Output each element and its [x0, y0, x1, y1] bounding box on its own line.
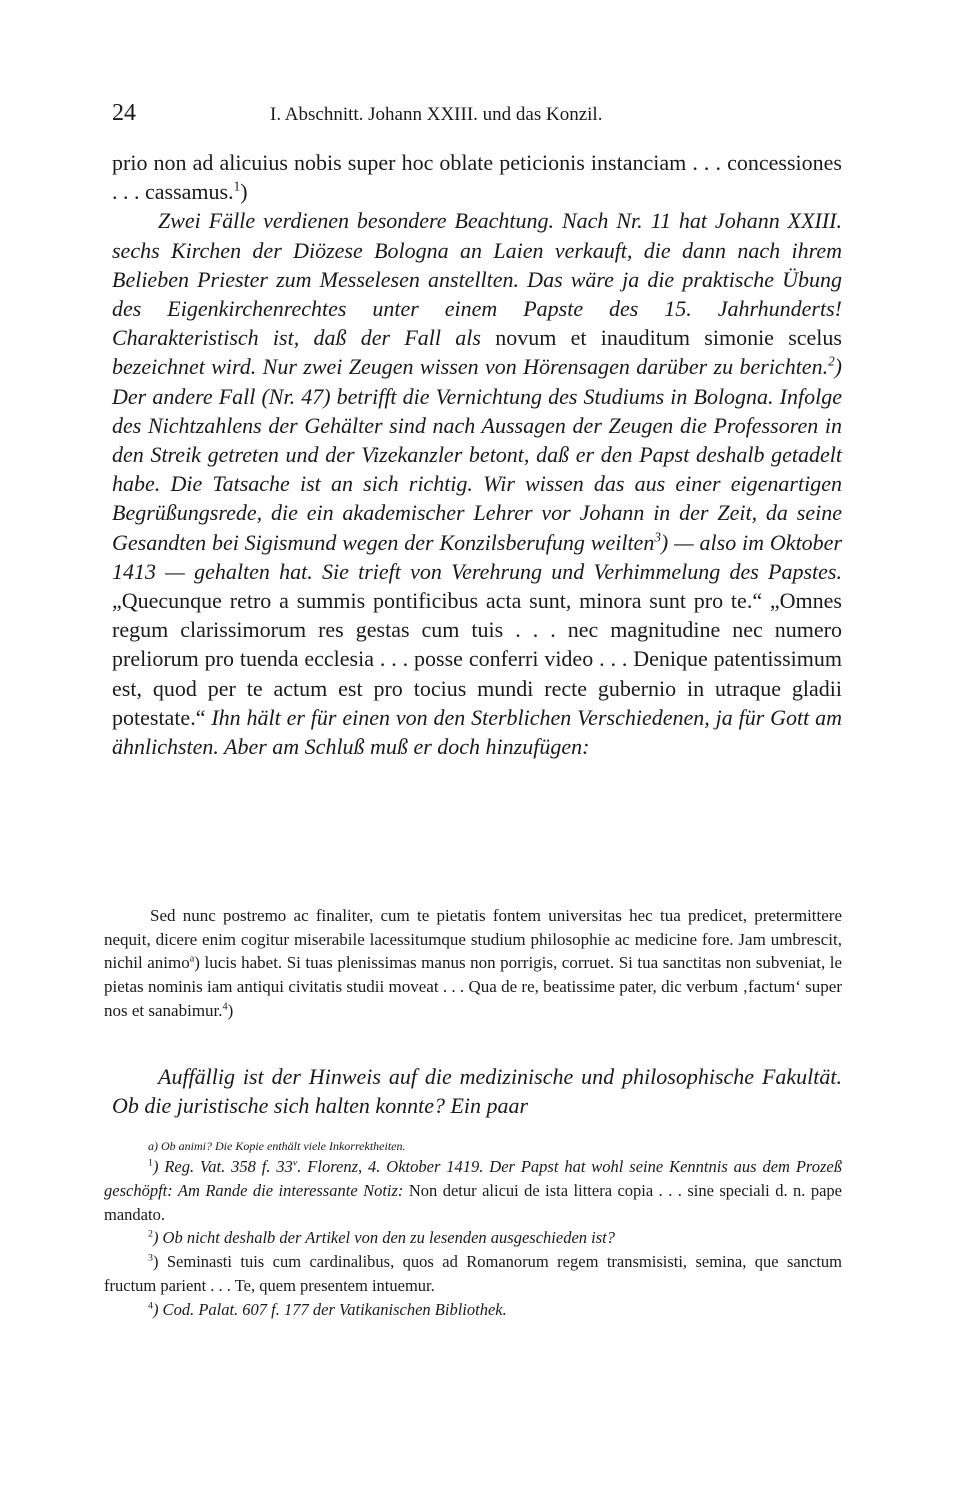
- italic-text: Ihn hält er für einen von den Sterblichen Verschiedenen, ja für Gott am ähnlichsten. Aber am Schluß muß er doch hinzufügen:: [112, 704, 842, 760]
- footnote-ref-1: 1: [233, 178, 241, 194]
- footnote-ref-a: a: [189, 953, 195, 965]
- footnote-italic: . Florenz, 4. Oktober 1419. Der Papst hat wohl seine Kenntnis aus dem Prozeß geschöpft: Am Rande die interessante Notiz:: [104, 1157, 842, 1200]
- footnote-ref-3: 3: [654, 529, 661, 545]
- paragraph-after-quote: Auffällig ist der Hinweis auf die medizinische und philosophische Fakultät. Ob die juristische sich halten konnte? Ein paar: [112, 1064, 842, 1119]
- quote-text: ) lucis habet. Si tuas plenissimas manus non porrigis, corruet. Si tua sanctitas non subveniat, le pietas nominis iam antiqui civitatis studii moveat . . . Qua de re, beatissime pater, dic verbum ‚factum‘ super nos et sanabimur.: [104, 953, 842, 1020]
- footnote-mark: 3: [148, 1252, 153, 1264]
- page-header: [112, 100, 842, 134]
- footnote-ref-close: ): [240, 179, 248, 205]
- footnote-4: [104, 1298, 842, 1322]
- footnote-ref-2: 2: [828, 354, 835, 370]
- page-number: 24: [112, 100, 136, 126]
- footnote-italic: ) Ob nicht deshalb der Artikel von den zu lesenden ausgeschieden ist?: [152, 1228, 615, 1248]
- footnote-sup: v: [292, 1157, 298, 1169]
- footnote-3: [104, 1250, 842, 1298]
- footnote-mark: 4: [148, 1300, 153, 1312]
- block-quote: [104, 904, 842, 1023]
- footnote-mark: 2: [148, 1228, 153, 1240]
- italic-text: ) Der andere Fall (Nr. 47) betrifft die Vernichtung des Studiums in Bologna. Infolge des Nichtzahlens der Gehälter sind nach Aussagen der Zeugen die Professoren in den Streik getreten und der Vizekanzler betont, daß er den Papst deshalb getadelt habe. Die Tatsache ist an sich richtig. Wir wissen das aus einer eigenartigen Begrüßungsrede, die ein akademischer Lehrer vor Johann in der Zeit, da seine Gesandten bei Sigismund wegen der Konzilsberufung weilten: [112, 354, 842, 555]
- footnote-1: [104, 1155, 842, 1226]
- quote-text: Sed nunc postremo ac finaliter, cum te pietatis fontem universitas hec tua predicet, pretermittere nequit, dicere enim cogitur miserabile lacessitumque studium philosophie ac medicine fore. Jam umbrescit, nichil animo: [104, 906, 842, 973]
- footnotes: [104, 1137, 842, 1322]
- paragraph-main: [112, 206, 842, 761]
- footnote-2: [104, 1226, 842, 1250]
- paragraph-continuation: [112, 148, 842, 206]
- quote-text: ): [227, 1000, 234, 1020]
- footnote-roman: ) Seminasti tuis cum cardinalibus, quos ad Romanorum regem transmisisti, semina, que sanctum fructum parient . . . Te, quem presentem intuemur.: [104, 1252, 842, 1295]
- latin-text: prio non ad alicuius nobis super hoc oblate peticionis instanciam . . . concessiones . . . cassamus.: [112, 150, 842, 205]
- latin-phrase: novum et inauditum simonie scelus: [480, 325, 842, 351]
- italic-text: Zwei Fälle verdienen besondere Beachtung. Nach Nr. 11 hat Johann XXIII. sechs Kirchen der Diözese Bologna an Laien verkauft, die dann nach ihrem Belieben Priester zum Messelesen anstellten. Das wäre ja die praktische Übung des Eigenkirchenrechtes unter einem Papste des 15. Jahrhunderts! Charakteristisch ist, daß der Fall als: [112, 208, 842, 351]
- footnote-italic: ) Reg. Vat. 358 f. 33: [152, 1157, 293, 1176]
- footnote-ref-4: 4: [222, 1001, 228, 1013]
- latin-quotation: „Quecunque retro a summis pontificibus acta sunt, minora sunt pro te.“ „Omnes regum clarissimorum res gestas cum tuis . . . nec magnitudine nec numero preliorum pro tuenda ecclesia . . . posse conferri video . . . Denique patentissimum est, quod per te actum est pro tocius mundi recte gubernio in utraque gladii potestate.“: [112, 588, 842, 730]
- footnote-italic: ) Cod. Palat. 607 f. 177 der Vatikanischen Bibliothek.: [152, 1299, 507, 1319]
- italic-text: ) — also im Oktober 1413 — gehalten hat. Sie trieft von Verehrung und Verhimmelung des Papstes.: [112, 529, 843, 584]
- footnote-a: a) Ob animi? Die Kopie enthält viele Inkorrektheiten.: [148, 1139, 406, 1153]
- main-text: [112, 148, 842, 761]
- footnote-roman: Non detur alicui de ista littera copia . . . sine speciali d. n. pape mandato.: [104, 1180, 842, 1224]
- footnote-mark: 1: [148, 1157, 153, 1169]
- italic-text: bezeichnet wird. Nur zwei Zeugen wissen von Hörensagen darüber zu berichten.: [112, 354, 829, 380]
- running-title: I. Abschnitt. Johann XXIII. und das Konzil.: [270, 104, 603, 125]
